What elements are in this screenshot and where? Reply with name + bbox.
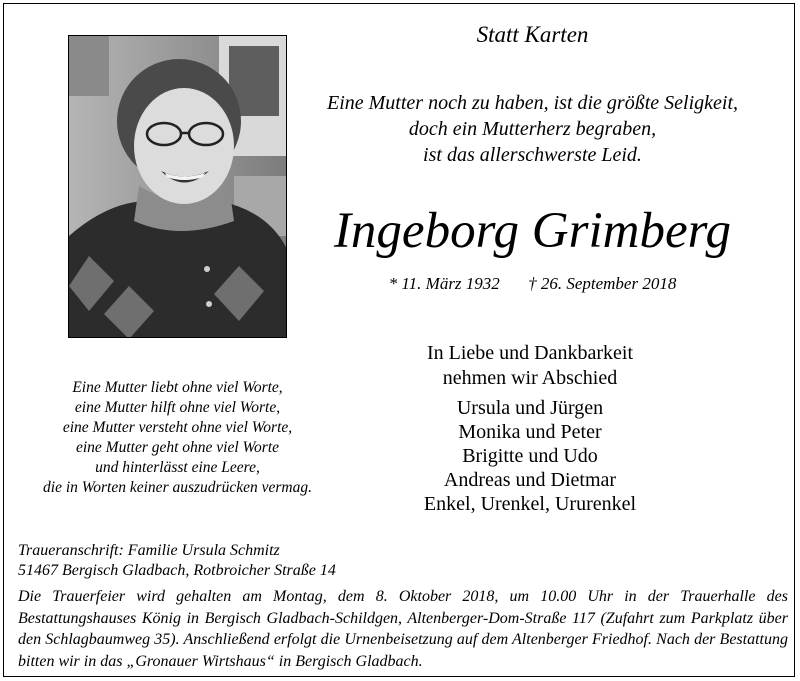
deceased-name: Ingeborg Grimberg: [333, 203, 732, 259]
poem-line: und hinterlässt eine Leere,: [95, 459, 260, 476]
life-dates: [300, 274, 765, 294]
funeral-service-details: Die Trauerfeier wird gehalten am Montag, dem 8. Oktober 2018, um 10.00 Uhr in der Trauerhalle des Bestattungshauses König in Bergisch Gladbach-Schildgen, Altenberger-Dom-Straße 117 (Zufahrt zum Parkplatz über den Schlagbaumweg 35). Anschließend erfolgt die Urnenbeisetzung auf dem Altenberger Friedhof. Nach der Bestattung bitten wir in das „Gronauer Wirtshaus“ in Bergisch Gladbach.: [18, 588, 788, 670]
poem-line: eine Mutter hilft ohne viel Worte,: [74, 399, 281, 416]
family-member: Enkel, Urenkel, Ururenkel: [423, 493, 637, 515]
poem-line: eine Mutter geht ohne viel Worte: [75, 439, 280, 456]
poem-line: eine Mutter versteht ohne viel Worte,: [62, 419, 293, 436]
quote-line: Eine Mutter noch zu haben, ist die größte Seligkeit,: [326, 92, 739, 114]
quote-line: doch ein Mutterherz begraben,: [408, 118, 657, 140]
family-member: Andreas und Dietmar: [443, 469, 617, 491]
opening-quote: [300, 90, 765, 168]
family-member: Monika und Peter: [458, 421, 602, 443]
family-list: [300, 396, 760, 516]
death-date: † 26. September 2018: [528, 274, 677, 293]
address-line: 51467 Bergisch Gladbach, Rotbroicher Straße 14: [18, 562, 336, 579]
portrait-photo: [68, 35, 287, 338]
farewell-text: [300, 341, 760, 391]
quote-line: ist das allerschwerste Leid.: [423, 144, 642, 166]
family-member: Ursula und Jürgen: [456, 397, 604, 419]
mourning-address: [18, 541, 336, 581]
family-member: Brigitte und Udo: [462, 445, 598, 467]
address-line: Traueranschrift: Familie Ursula Schmitz: [18, 542, 280, 559]
poem-line: Eine Mutter liebt ohne viel Worte,: [72, 379, 283, 396]
statt-karten-heading: Statt Karten: [476, 22, 589, 47]
poem-line: die in Worten keiner auszudrücken vermag.: [43, 479, 312, 496]
birth-date: * 11. März 1932: [388, 274, 500, 293]
mother-poem: [15, 378, 340, 498]
farewell-line: In Liebe und Dankbarkeit: [426, 342, 634, 364]
farewell-line: nehmen wir Abschied: [442, 367, 618, 389]
